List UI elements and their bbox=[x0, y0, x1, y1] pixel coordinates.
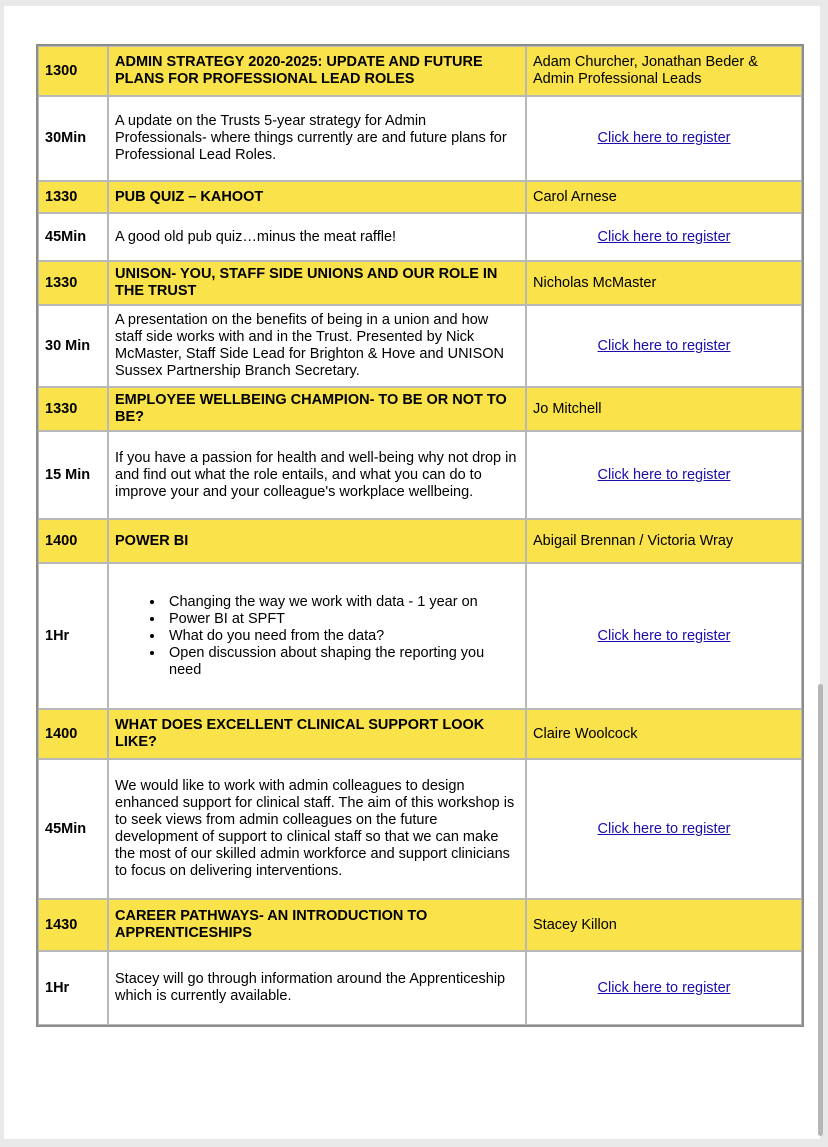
session-detail-row bbox=[38, 305, 802, 387]
session-presenter: Adam Churcher, Jonathan Beder & Admin Professional Leads bbox=[526, 46, 802, 96]
session-time: 1400 bbox=[38, 519, 108, 563]
register-link[interactable]: Click here to register bbox=[597, 337, 731, 354]
session-detail-row bbox=[38, 951, 802, 1025]
session-description: Stacey will go through information around the Apprenticeship which is currently available. bbox=[108, 951, 526, 1025]
bullet-item: • Open discussion about shaping the reporting you need bbox=[165, 645, 519, 679]
session-time: 1330 bbox=[38, 387, 108, 431]
session-detail-row bbox=[38, 96, 802, 181]
session-presenter: Claire Woolcock bbox=[526, 709, 802, 759]
session-title: EMPLOYEE WELLBEING CHAMPION- TO BE OR NOT TO BE? bbox=[108, 387, 526, 431]
session-time: 1430 bbox=[38, 899, 108, 951]
session-duration: 1Hr bbox=[38, 563, 108, 709]
session-header-row bbox=[38, 181, 802, 213]
session-duration: 1Hr bbox=[38, 951, 108, 1025]
register-cell bbox=[526, 96, 802, 181]
session-header-row bbox=[38, 709, 802, 759]
session-detail-row bbox=[38, 431, 802, 519]
register-cell bbox=[526, 431, 802, 519]
session-presenter: Abigail Brennan / Victoria Wray bbox=[526, 519, 802, 563]
session-duration: 30Min bbox=[38, 96, 108, 181]
session-description bbox=[108, 563, 526, 709]
vertical-scrollbar[interactable] bbox=[818, 684, 823, 1136]
register-cell bbox=[526, 305, 802, 387]
session-presenter: Stacey Killon bbox=[526, 899, 802, 951]
register-link[interactable]: Click here to register bbox=[597, 466, 731, 483]
document-page bbox=[4, 6, 820, 1139]
session-header-row bbox=[38, 46, 802, 96]
session-title: ADMIN STRATEGY 2020-2025: UPDATE AND FUTURE PLANS FOR PROFESSIONAL LEAD ROLES bbox=[108, 46, 526, 96]
session-description: A update on the Trusts 5-year strategy for Admin Professionals- where things currently are and future plans for Professional Lead Roles. bbox=[108, 96, 526, 181]
session-description: If you have a passion for health and well-being why not drop in and find out what the role entails, and what you can do to improve your and your colleague's workplace wellbeing. bbox=[108, 431, 526, 519]
session-description: We would like to work with admin colleagues to design enhanced support for clinical staff. The aim of this workshop is to seek views from admin colleagues on the future development of support to clinical staff so that we can make the most of our skilled admin workforce and support clinicians to focus on delivering interventions. bbox=[108, 759, 526, 899]
session-detail-row bbox=[38, 563, 802, 709]
session-bullet-list bbox=[115, 594, 519, 679]
session-time: 1330 bbox=[38, 261, 108, 305]
session-header-row bbox=[38, 519, 802, 563]
session-time: 1330 bbox=[38, 181, 108, 213]
bullet-item: • What do you need from the data? bbox=[165, 628, 519, 645]
register-link[interactable]: Click here to register bbox=[597, 820, 731, 837]
session-schedule-table bbox=[36, 44, 804, 1027]
session-presenter: Carol Arnese bbox=[526, 181, 802, 213]
session-duration: 45Min bbox=[38, 213, 108, 261]
session-detail-row bbox=[38, 759, 802, 899]
bullet-item: • Changing the way we work with data - 1 year on bbox=[165, 594, 519, 611]
bullet-item: • Power BI at SPFT bbox=[165, 611, 519, 628]
register-cell bbox=[526, 759, 802, 899]
session-duration: 15 Min bbox=[38, 431, 108, 519]
register-cell bbox=[526, 563, 802, 709]
session-description: A good old pub quiz…minus the meat raffle! bbox=[108, 213, 526, 261]
session-header-row bbox=[38, 261, 802, 305]
register-cell bbox=[526, 213, 802, 261]
session-title: PUB QUIZ – KAHOOT bbox=[108, 181, 526, 213]
session-title: UNISON- YOU, STAFF SIDE UNIONS AND OUR ROLE IN THE TRUST bbox=[108, 261, 526, 305]
session-header-row bbox=[38, 387, 802, 431]
session-time: 1300 bbox=[38, 46, 108, 96]
register-cell bbox=[526, 951, 802, 1025]
session-presenter: Nicholas McMaster bbox=[526, 261, 802, 305]
register-link[interactable]: Click here to register bbox=[597, 228, 731, 245]
session-duration: 45Min bbox=[38, 759, 108, 899]
session-title: WHAT DOES EXCELLENT CLINICAL SUPPORT LOOK LIKE? bbox=[108, 709, 526, 759]
register-link[interactable]: Click here to register bbox=[597, 130, 731, 146]
session-presenter: Jo Mitchell bbox=[526, 387, 802, 431]
session-detail-row bbox=[38, 213, 802, 261]
session-header-row bbox=[38, 899, 802, 951]
session-title: CAREER PATHWAYS- AN INTRODUCTION TO APPRENTICESHIPS bbox=[108, 899, 526, 951]
register-link[interactable]: Click here to register bbox=[597, 979, 731, 996]
register-link[interactable]: Click here to register bbox=[597, 627, 731, 644]
session-duration: 30 Min bbox=[38, 305, 108, 387]
session-description: A presentation on the benefits of being in a union and how staff side works with and in the Trust. Presented by Nick McMaster, Staff Side Lead for Brighton & Hove and UNISON Sussex Partnership Branch Secretary. bbox=[108, 305, 526, 387]
session-title: POWER BI bbox=[108, 519, 526, 563]
session-time: 1400 bbox=[38, 709, 108, 759]
